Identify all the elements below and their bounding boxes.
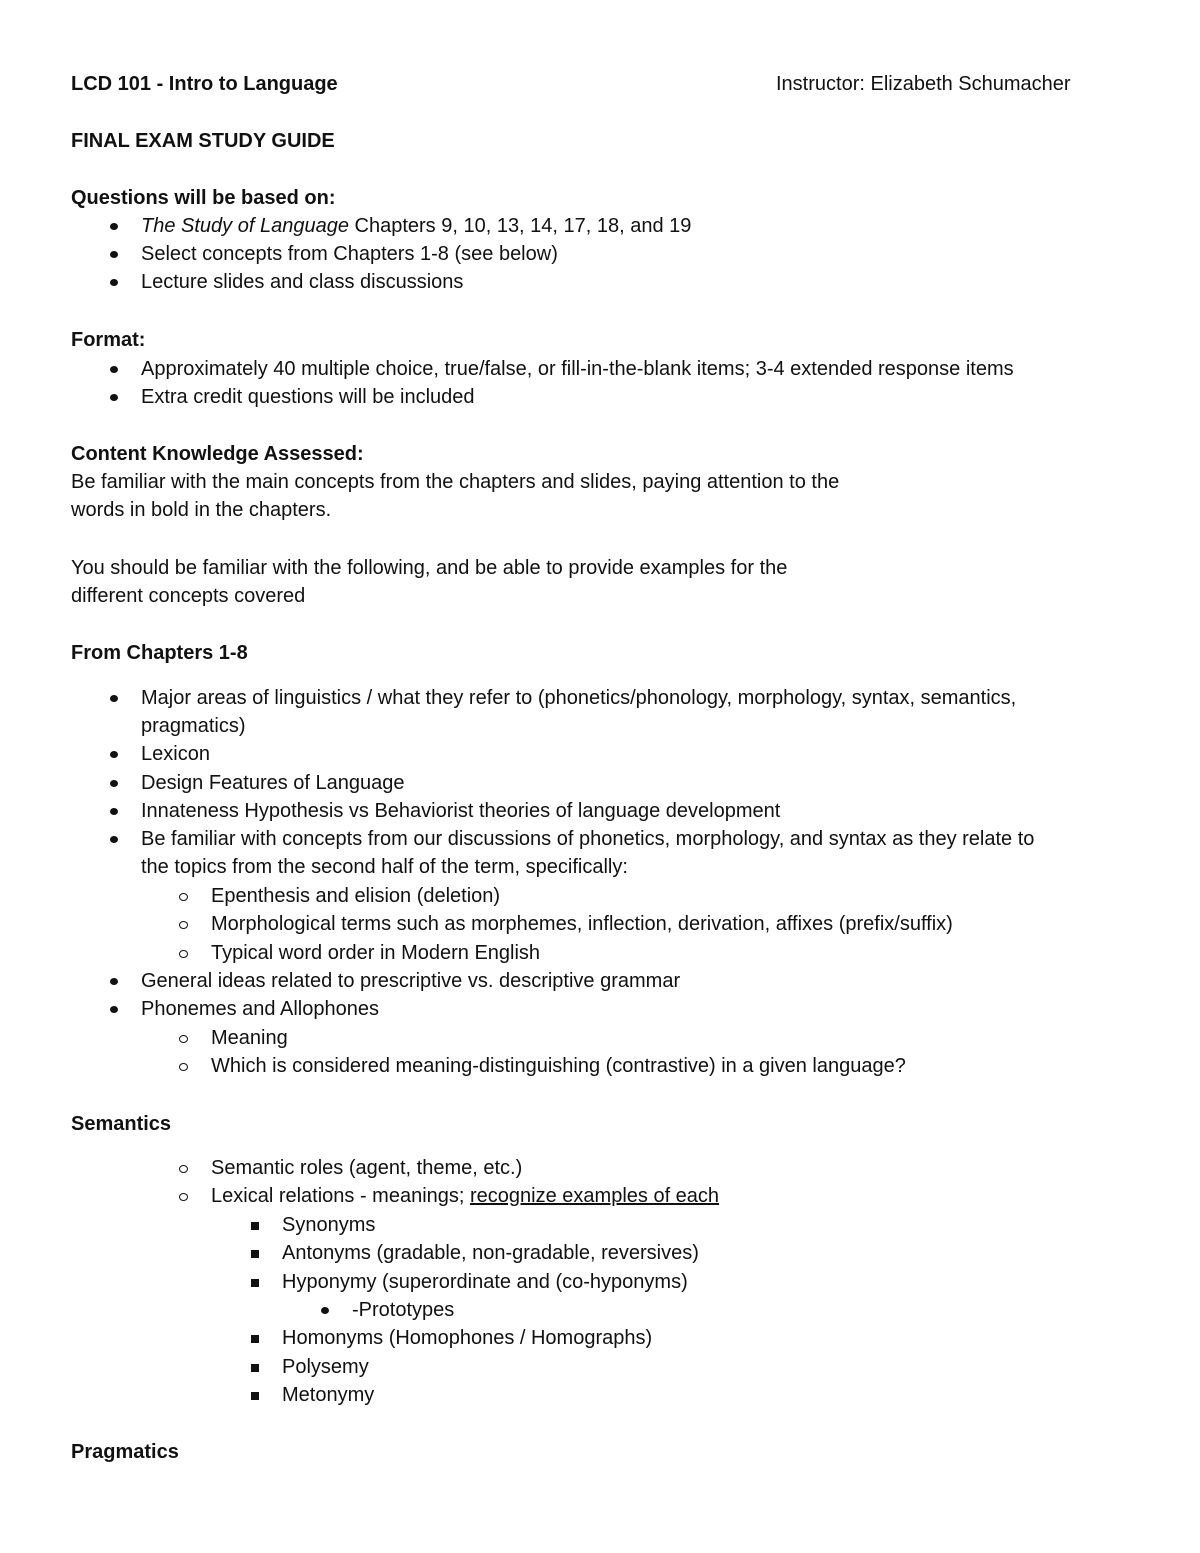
content-heading: Content Knowledge Assessed: (71, 443, 364, 465)
chapters-item-continuation: pragmatics) (141, 715, 246, 737)
chapters-item: Innateness Hypothesis vs Behaviorist theories of language development (141, 800, 781, 822)
semantics-subitem: Synonyms (282, 1214, 376, 1236)
chapters-subitem: Epenthesis and elision (deletion) (211, 885, 501, 907)
questions-heading: Questions will be based on: (71, 187, 336, 209)
pragmatics-heading: Pragmatics (71, 1441, 179, 1463)
questions-item: Select concepts from Chapters 1-8 (see below) (141, 243, 558, 265)
chapters-subitem: Meaning (211, 1027, 288, 1049)
chapters-item: Be familiar with concepts from our discussions of phonetics, morphology, and syntax as they relate to (141, 828, 1035, 850)
chapters-subitem: Typical word order in Modern English (211, 942, 541, 964)
content-paragraph: You should be familiar with the following, and be able to provide examples for the (71, 557, 788, 579)
chapters-item: Phonemes and Allophones (141, 998, 379, 1020)
semantics-subitem: Homonyms (Homophones / Homographs) (282, 1327, 653, 1349)
format-item: Extra credit questions will be included (141, 386, 475, 408)
questions-item: The Study of Language Chapters 9, 10, 13, 14, 17, 18, and 19 (141, 215, 692, 237)
content-paragraph: words in bold in the chapters. (71, 499, 332, 521)
semantics-subitem: Antonyms (gradable, non-gradable, reversives) (282, 1242, 699, 1264)
chapters-subitem: Which is considered meaning-distinguishing (contrastive) in a given language? (211, 1055, 906, 1077)
page-title: FINAL EXAM STUDY GUIDE (71, 130, 335, 152)
chapters-item-continuation: the topics from the second half of the term, specifically: (141, 856, 628, 878)
course-title: LCD 101 - Intro to Language (71, 73, 338, 95)
semantics-subitem: Metonymy (282, 1384, 375, 1406)
chapters-item: General ideas related to prescriptive vs. descriptive grammar (141, 970, 681, 992)
chapters-heading: From Chapters 1-8 (71, 642, 248, 664)
chapters-item: Lexicon (141, 743, 210, 765)
questions-item: Lecture slides and class discussions (141, 271, 464, 293)
chapters-subitem: Morphological terms such as morphemes, inflection, derivation, affixes (prefix/suffix) (211, 913, 953, 935)
semantics-subitem: Polysemy (282, 1356, 369, 1378)
format-heading: Format: (71, 329, 146, 351)
format-item: Approximately 40 multiple choice, true/false, or fill-in-the-blank items; 3-4 extended response items (141, 358, 1014, 380)
semantics-subsubitem: -Prototypes (352, 1299, 455, 1321)
semantics-item: Semantic roles (agent, theme, etc.) (211, 1157, 523, 1179)
semantics-subitem: Hyponymy (superordinate and (co-hyponyms) (282, 1271, 688, 1293)
content-paragraph: Be familiar with the main concepts from the chapters and slides, paying attention to the (71, 471, 840, 493)
instructor-name: Instructor: Elizabeth Schumacher (776, 73, 1071, 95)
chapters-item: Major areas of linguistics / what they refer to (phonetics/phonology, morphology, syntax, semantics, (141, 687, 1017, 709)
chapters-item: Design Features of Language (141, 772, 405, 794)
content-paragraph: different concepts covered (71, 585, 306, 607)
semantics-heading: Semantics (71, 1113, 172, 1135)
semantics-item: Lexical relations - meanings; recognize examples of each (211, 1185, 720, 1207)
